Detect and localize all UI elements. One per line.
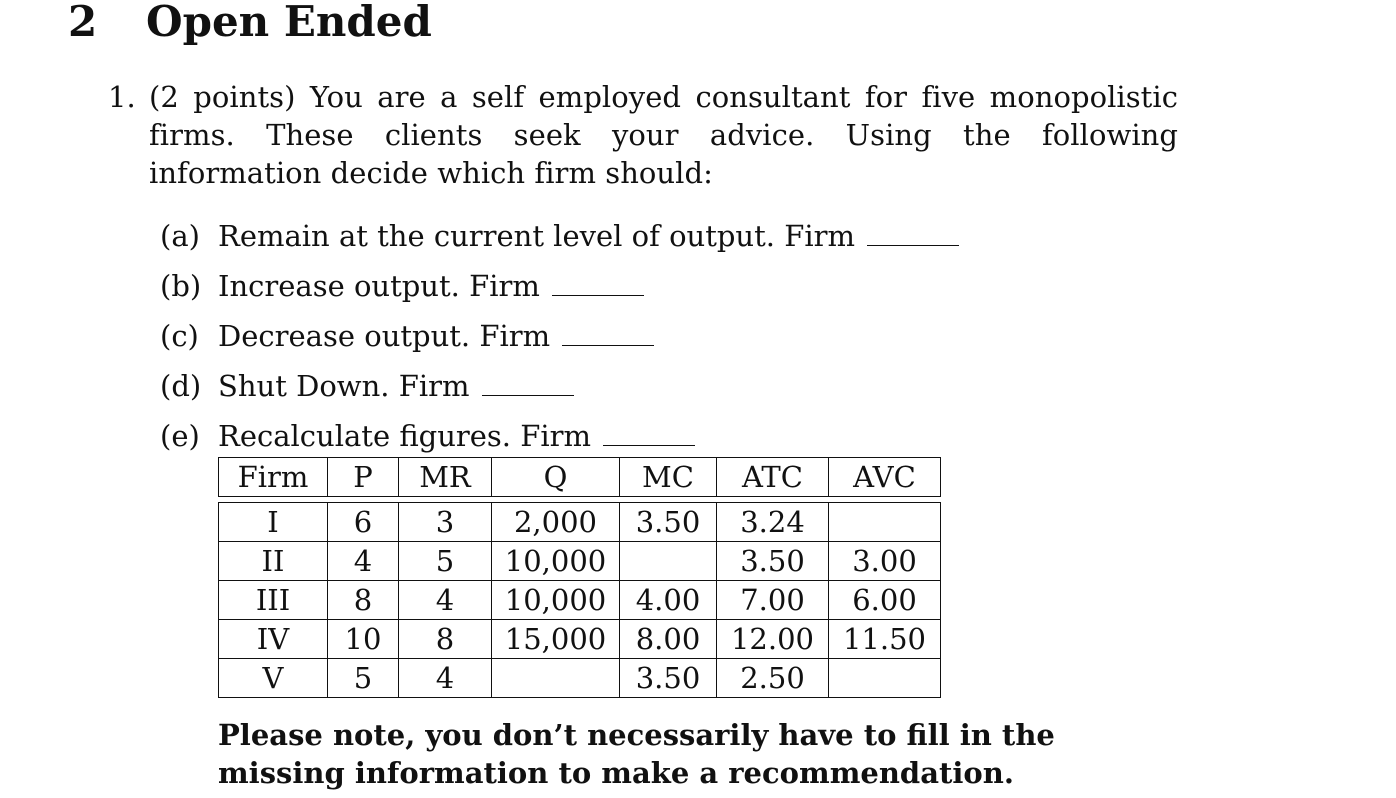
answer-blank-c[interactable]: [562, 344, 654, 346]
cell-atc: 12.00: [717, 620, 829, 659]
cell-atc: 3.24: [717, 503, 829, 542]
cell-firm: III: [219, 581, 328, 620]
table-row: [219, 659, 941, 698]
cell-mr: 8: [399, 620, 492, 659]
table-row: [219, 620, 941, 659]
header-mr: MR: [399, 458, 492, 497]
option-label: (b): [160, 269, 202, 303]
option-label: (c): [160, 319, 199, 353]
cell-mr: 5: [399, 542, 492, 581]
table-row: [219, 542, 941, 581]
cell-firm: I: [219, 503, 328, 542]
cell-avc: 3.00: [829, 542, 941, 581]
question-1: [108, 78, 1178, 192]
cell-avc: 6.00: [829, 581, 941, 620]
cell-p: 6: [328, 503, 399, 542]
cell-firm: II: [219, 542, 328, 581]
header-mc: MC: [620, 458, 717, 497]
cell-p: 4: [328, 542, 399, 581]
cell-mc: 4.00: [620, 581, 717, 620]
option-b: [160, 268, 959, 318]
header-avc: AVC: [829, 458, 941, 497]
cell-mr: 3: [399, 503, 492, 542]
option-label: (e): [160, 419, 200, 453]
cell-p: 10: [328, 620, 399, 659]
option-a: [160, 218, 959, 268]
option-label: (a): [160, 219, 200, 253]
cell-mc: 8.00: [620, 620, 717, 659]
cell-mc: [620, 542, 717, 581]
option-label: (d): [160, 369, 202, 403]
cell-avc: [829, 503, 941, 542]
section-title: Open Ended: [146, 0, 432, 46]
cell-q: 10,000: [492, 581, 620, 620]
option-text: Increase output. Firm: [218, 269, 540, 303]
option-text: Recalculate figures. Firm: [218, 419, 592, 453]
option-text: Decrease output. Firm: [218, 319, 551, 353]
option-text: Remain at the current level of output. Firm: [218, 219, 855, 253]
section-number: 2: [68, 0, 98, 46]
answer-blank-b[interactable]: [552, 294, 644, 296]
cell-mr: 4: [399, 659, 492, 698]
cell-atc: 3.50: [717, 542, 829, 581]
cell-q: 15,000: [492, 620, 620, 659]
cell-q: [492, 659, 620, 698]
answer-blank-d[interactable]: [482, 394, 574, 396]
table-header-row: [219, 458, 941, 497]
answer-blank-e[interactable]: [603, 444, 695, 446]
option-d: [160, 368, 959, 418]
answer-blank-a[interactable]: [867, 244, 959, 246]
cell-mr: 4: [399, 581, 492, 620]
section-heading: [68, 0, 432, 48]
table-row: [219, 503, 941, 542]
option-c: [160, 318, 959, 368]
cell-avc: [829, 659, 941, 698]
header-q: Q: [492, 458, 620, 497]
question-number: 1.: [108, 80, 136, 114]
option-text: Shut Down. Firm: [218, 369, 470, 403]
question-text: (2 points) You are a self employed consultant for five monopolistic firms. These clients seek your advice. Using the following information decide which firm should:: [149, 80, 1178, 190]
table-row: [219, 581, 941, 620]
answer-options: [160, 218, 959, 468]
cell-mc: 3.50: [620, 503, 717, 542]
cell-firm: IV: [219, 620, 328, 659]
cell-p: 5: [328, 659, 399, 698]
header-firm: Firm: [219, 458, 328, 497]
cell-avc: 11.50: [829, 620, 941, 659]
cell-q: 2,000: [492, 503, 620, 542]
header-atc: ATC: [717, 458, 829, 497]
cell-atc: 2.50: [717, 659, 829, 698]
cell-p: 8: [328, 581, 399, 620]
cell-firm: V: [219, 659, 328, 698]
note-text: Please note, you don’t necessarily have to fill in the missing information to make a recommendation.: [218, 718, 1055, 790]
cell-q: 10,000: [492, 542, 620, 581]
firm-data-table: [218, 457, 941, 698]
header-p: P: [328, 458, 399, 497]
cell-atc: 7.00: [717, 581, 829, 620]
cell-mc: 3.50: [620, 659, 717, 698]
